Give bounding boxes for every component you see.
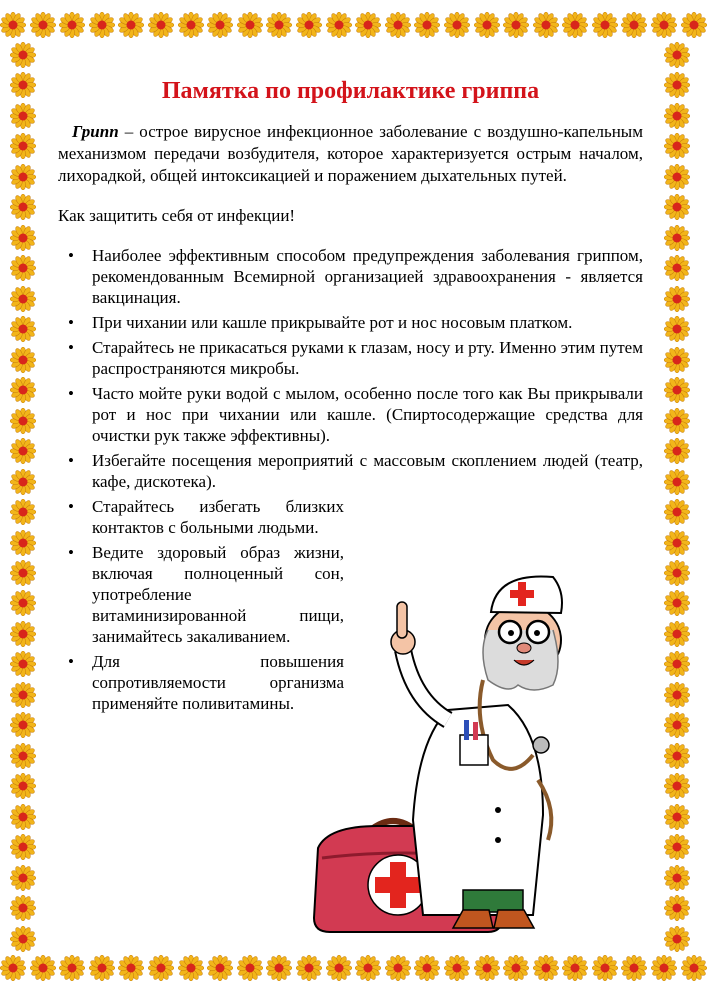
- bullet-icon: •: [68, 246, 74, 265]
- sunflower-icon: [10, 834, 36, 860]
- sunflower-icon: [326, 955, 352, 981]
- bullet-icon: •: [68, 451, 74, 470]
- sunflower-icon: [89, 955, 115, 981]
- protection-question: Как защитить себя от инфекции!: [58, 206, 296, 225]
- sunflower-icon: [10, 225, 36, 251]
- sunflower-icon: [533, 12, 559, 38]
- sunflower-icon: [59, 955, 85, 981]
- sunflower-icon: [59, 12, 85, 38]
- sunflower-icon: [664, 133, 690, 159]
- tips-list-wide: [58, 245, 643, 492]
- sunflower-icon: [148, 12, 174, 38]
- sunflower-icon: [664, 42, 690, 68]
- list-item: [68, 496, 344, 538]
- doctor-illustration: [298, 560, 598, 940]
- sunflower-icon: [474, 955, 500, 981]
- intro-paragraph: [58, 121, 643, 187]
- sunflower-icon: [30, 12, 56, 38]
- sunflower-icon: [266, 12, 292, 38]
- sunflower-icon: [664, 682, 690, 708]
- sunflower-icon: [414, 12, 440, 38]
- sunflower-icon: [592, 955, 618, 981]
- sunflower-icon: [664, 103, 690, 129]
- sunflower-icon: [10, 103, 36, 129]
- sunflower-icon: [118, 955, 144, 981]
- sunflower-icon: [621, 955, 647, 981]
- sunflower-icon: [664, 895, 690, 921]
- sunflower-icon: [664, 469, 690, 495]
- list-item: [68, 245, 643, 308]
- sunflower-icon: [10, 743, 36, 769]
- sunflower-icon: [664, 590, 690, 616]
- sunflower-icon: [533, 955, 559, 981]
- bullet-icon: •: [68, 497, 74, 516]
- sunflower-icon: [10, 712, 36, 738]
- sunflower-icon: [10, 316, 36, 342]
- sunflower-icon: [444, 955, 470, 981]
- tip-text: Наиболее эффективным способом предупреждения заболевания гриппом, рекомендованным Всемирной организацией здравоохранения - является вакцинация.: [92, 246, 643, 307]
- sunflower-icon: [664, 316, 690, 342]
- sunflower-icon: [664, 651, 690, 677]
- border-top: [0, 12, 707, 46]
- sunflower-icon: [237, 955, 263, 981]
- bullet-icon: •: [68, 543, 74, 562]
- sunflower-icon: [562, 12, 588, 38]
- sunflower-icon: [10, 133, 36, 159]
- sunflower-icon: [664, 743, 690, 769]
- sunflower-icon: [10, 469, 36, 495]
- bullet-icon: •: [68, 338, 74, 357]
- tip-text: Ведите здоровый образ жизни, включая полноценный сон, употребление витаминизированной пищи, занимайтесь закаливанием.: [92, 543, 344, 646]
- intro-text: – острое вирусное инфекционное заболевание с воздушно-капельным механизмом передачи возбудителя, которое характеризуется острым началом, лихорадкой, общей интоксикацией и поражением дыхательных путей.: [58, 122, 643, 185]
- sunflower-icon: [10, 895, 36, 921]
- sunflower-icon: [664, 499, 690, 525]
- sunflower-icon: [10, 560, 36, 586]
- sunflower-icon: [10, 530, 36, 556]
- sunflower-icon: [664, 804, 690, 830]
- sunflower-icon: [414, 955, 440, 981]
- sunflower-icon: [664, 926, 690, 952]
- page-title: Памятка по профилактике гриппа: [161, 78, 540, 104]
- sunflower-icon: [10, 590, 36, 616]
- sunflower-icon: [385, 955, 411, 981]
- border-bottom: [0, 955, 707, 989]
- sunflower-icon: [651, 955, 677, 981]
- sunflower-icon: [296, 12, 322, 38]
- sunflower-icon: [326, 12, 352, 38]
- border-left: [10, 42, 44, 952]
- sunflower-icon: [89, 12, 115, 38]
- sunflower-icon: [10, 42, 36, 68]
- list-item: [68, 383, 643, 446]
- sunflower-icon: [664, 225, 690, 251]
- sunflower-icon: [0, 955, 26, 981]
- sunflower-icon: [30, 955, 56, 981]
- sunflower-icon: [296, 955, 322, 981]
- sunflower-icon: [207, 955, 233, 981]
- sunflower-icon: [385, 12, 411, 38]
- sunflower-icon: [178, 12, 204, 38]
- sunflower-icon: [503, 955, 529, 981]
- sunflower-icon: [10, 72, 36, 98]
- sunflower-icon: [178, 955, 204, 981]
- sunflower-icon: [664, 438, 690, 464]
- sunflower-icon: [664, 408, 690, 434]
- bullet-icon: •: [68, 313, 74, 332]
- sunflower-icon: [664, 530, 690, 556]
- sunflower-icon: [10, 347, 36, 373]
- sunflower-icon: [562, 955, 588, 981]
- sunflower-icon: [10, 773, 36, 799]
- sunflower-icon: [681, 955, 707, 981]
- sunflower-icon: [664, 72, 690, 98]
- sunflower-icon: [10, 621, 36, 647]
- sunflower-icon: [664, 834, 690, 860]
- sunflower-icon: [10, 164, 36, 190]
- sunflower-icon: [664, 377, 690, 403]
- sunflower-icon: [664, 164, 690, 190]
- sunflower-icon: [444, 12, 470, 38]
- sunflower-icon: [664, 194, 690, 220]
- sunflower-icon: [651, 12, 677, 38]
- sunflower-icon: [664, 621, 690, 647]
- sunflower-icon: [207, 12, 233, 38]
- tip-text: При чихании или кашле прикрывайте рот и нос носовым платком.: [92, 313, 573, 332]
- sunflower-icon: [10, 438, 36, 464]
- sunflower-icon: [10, 255, 36, 281]
- bullet-icon: •: [68, 652, 74, 671]
- sunflower-icon: [355, 955, 381, 981]
- sunflower-icon: [681, 12, 707, 38]
- list-item: [68, 450, 643, 492]
- sunflower-icon: [10, 682, 36, 708]
- sunflower-icon: [266, 955, 292, 981]
- tip-text: Избегайте посещения мероприятий с массовым скоплением людей (театр, кафе, дискотека).: [92, 451, 643, 491]
- sunflower-icon: [355, 12, 381, 38]
- sunflower-icon: [664, 286, 690, 312]
- sunflower-icon: [10, 499, 36, 525]
- tip-text: Старайтесь избегать близких контактов с больными людьми.: [92, 497, 344, 537]
- sunflower-icon: [118, 12, 144, 38]
- sunflower-icon: [10, 651, 36, 677]
- intro-term: Грипп: [72, 122, 119, 141]
- list-item: [68, 312, 643, 333]
- sunflower-icon: [10, 804, 36, 830]
- sunflower-icon: [10, 926, 36, 952]
- sunflower-icon: [10, 286, 36, 312]
- sunflower-icon: [148, 955, 174, 981]
- tip-text: Часто мойте руки водой с мылом, особенно после того как Вы прикрывали рот и нос при чихании или кашле. (Спиртосодержащие средства для очистки рук также эффективны).: [92, 384, 643, 445]
- bullet-icon: •: [68, 384, 74, 403]
- list-item: [68, 337, 643, 379]
- sunflower-icon: [664, 865, 690, 891]
- border-right: [664, 42, 698, 952]
- sunflower-icon: [664, 560, 690, 586]
- sunflower-icon: [237, 12, 263, 38]
- sunflower-icon: [664, 712, 690, 738]
- sunflower-icon: [474, 12, 500, 38]
- sunflower-icon: [664, 773, 690, 799]
- sunflower-icon: [10, 408, 36, 434]
- sunflower-icon: [592, 12, 618, 38]
- tip-text: Старайтесь не прикасаться руками к глазам, носу и рту. Именно этим путем распространяются микробы.: [92, 338, 643, 378]
- sunflower-icon: [10, 865, 36, 891]
- sunflower-icon: [10, 377, 36, 403]
- sunflower-icon: [503, 12, 529, 38]
- sunflower-icon: [621, 12, 647, 38]
- sunflower-icon: [10, 194, 36, 220]
- sunflower-icon: [664, 347, 690, 373]
- sunflower-icon: [664, 255, 690, 281]
- sunflower-icon: [0, 12, 26, 38]
- tip-text: Для повышения сопротивляемости организма применяйте поливитамины.: [92, 652, 344, 713]
